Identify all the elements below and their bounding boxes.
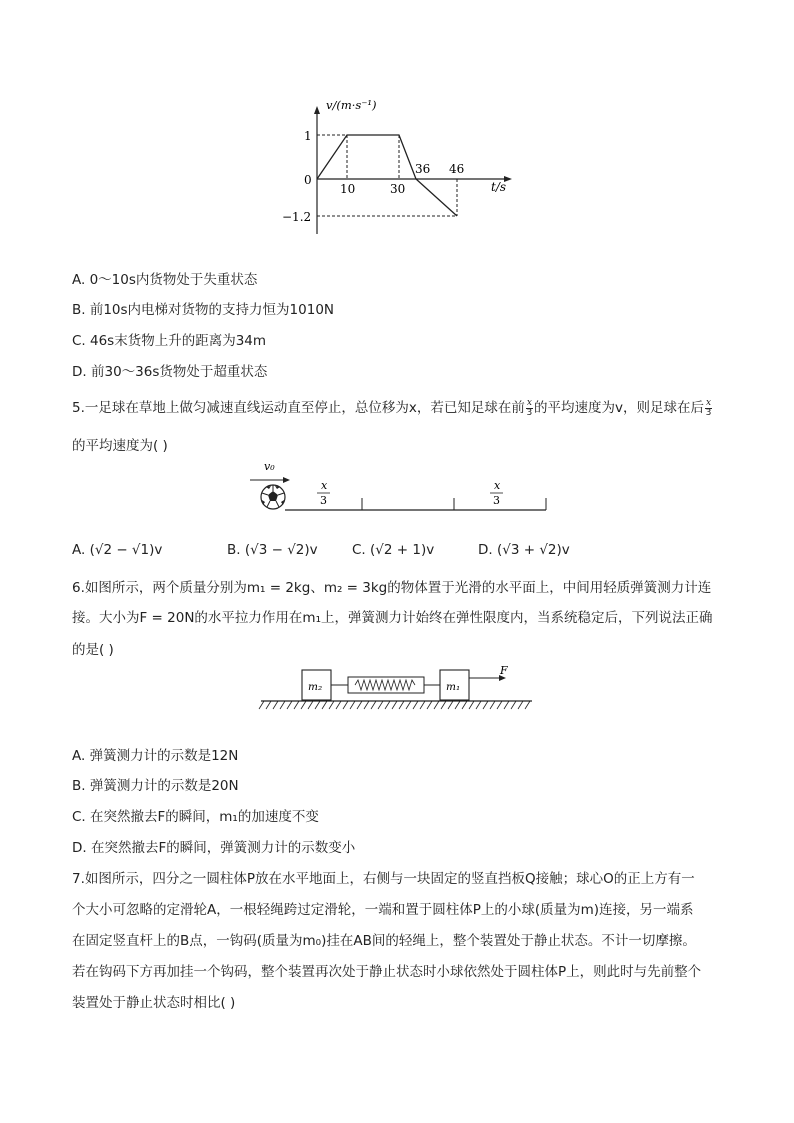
seg2-den: 3 xyxy=(493,494,500,507)
y-tick-1: 1 xyxy=(304,129,312,143)
velocity-curve xyxy=(317,135,457,216)
q6-stem-line1: 6.如图所示，两个质量分别为m₁ = 2kg、m₂ = 3kg的物体置于光滑的水平面上，中间用轻质弹簧测力计连 xyxy=(72,580,712,596)
q6-option-c: C. 在突然撤去F的瞬间，m₁的加速度不变 xyxy=(72,809,319,825)
q6-option-a: A. 弹簧测力计的示数是12N xyxy=(72,748,239,764)
y-axis-label: v/(m·s⁻¹) xyxy=(326,98,377,112)
seg2-num: x xyxy=(494,479,501,492)
q7-line4: 若在钩码下方再加挂一个钩码，整个装置再次处于静止状态时小球依然处于圆柱体P上，则此时与先前整个 xyxy=(72,964,702,980)
q5-stem-part2: 的平均速度为v，则足球在后 xyxy=(533,400,704,416)
y-axis-arrow xyxy=(314,106,320,114)
force-label: F xyxy=(500,664,508,677)
q6-option-d: D. 在突然撤去F的瞬间，弹簧测力计的示数变小 xyxy=(72,840,356,856)
q4-option-b: B. 前10s内电梯对货物的支持力恒为1010N xyxy=(72,302,335,318)
x-tick-10: 10 xyxy=(340,182,356,196)
soccer-ball-icon xyxy=(261,485,285,509)
q6-stem-line3: 的是( ) xyxy=(72,642,114,658)
q5-frac-back: $\frac{x}{3}$ xyxy=(705,397,712,418)
block-m2-label: m₂ xyxy=(308,681,323,693)
x-tick-36: 36 xyxy=(415,162,431,176)
x-axis-label: t/s xyxy=(491,180,507,194)
velocity-time-graph xyxy=(282,92,530,242)
ground-hatching xyxy=(259,701,530,709)
x-tick-46: 46 xyxy=(449,162,465,176)
q4-option-c: C. 46s末货物上升的距离为34m xyxy=(72,333,267,349)
q7-line2: 个大小可忽略的定滑轮A，一根轻绳跨过定滑轮，一端和置于圆柱体P上的小球(质量为m)连接，另一端系 xyxy=(72,902,694,918)
q5-frac-front: $\frac{x}{3}$ xyxy=(526,397,533,418)
q6-option-b: B. 弹簧测力计的示数是20N xyxy=(72,778,239,794)
q5-option-c: C. (√2 + 1)v xyxy=(352,542,435,558)
q5-stem-line1 xyxy=(72,398,713,418)
q5-soccer-figure xyxy=(244,458,554,518)
v0-label: v₀ xyxy=(264,460,275,473)
q7-line1: 7.如图所示，四分之一圆柱体P放在水平地面上，右侧与一块固定的竖直挡板Q接触；球心O的正上方有一 xyxy=(72,871,695,887)
q5-option-d: D. (√3 + √2)v xyxy=(478,542,570,558)
x-tick-30: 30 xyxy=(390,182,406,196)
q6-spring-figure xyxy=(258,664,538,714)
origin-label: 0 xyxy=(304,173,312,187)
v0-arrow-head xyxy=(283,477,290,483)
q5-stem-line2: 的平均速度为( ) xyxy=(72,438,168,454)
q7-line5: 装置处于静止状态时相比( ) xyxy=(72,995,236,1011)
seg1-num: x xyxy=(321,479,328,492)
q5-option-b: B. (√3 − √2)v xyxy=(227,542,318,558)
q6-stem-line2: 接。大小为F = 20N的水平拉力作用在m₁上，弹簧测力计始终在弹性限度内，当系统稳定后，下列说法正确 xyxy=(72,610,713,626)
q7-line3: 在固定竖直杆上的B点，一钩码(质量为m₀)挂在AB间的轻绳上，整个装置处于静止状态。不计一切摩擦。 xyxy=(72,933,696,949)
q4-option-a: A. 0～10s内货物处于失重状态 xyxy=(72,272,258,288)
block-m1-label: m₁ xyxy=(446,681,461,693)
q5-option-a: A. (√2 − √1)v xyxy=(72,542,163,558)
q5-stem-part1: 5.一足球在草地上做匀减速直线运动直至停止，总位移为x，若已知足球在前 xyxy=(72,400,525,416)
seg1-den: 3 xyxy=(320,494,327,507)
y-tick-neg1.2: −1.2 xyxy=(282,210,312,224)
q4-option-d: D. 前30～36s货物处于超重状态 xyxy=(72,364,268,380)
